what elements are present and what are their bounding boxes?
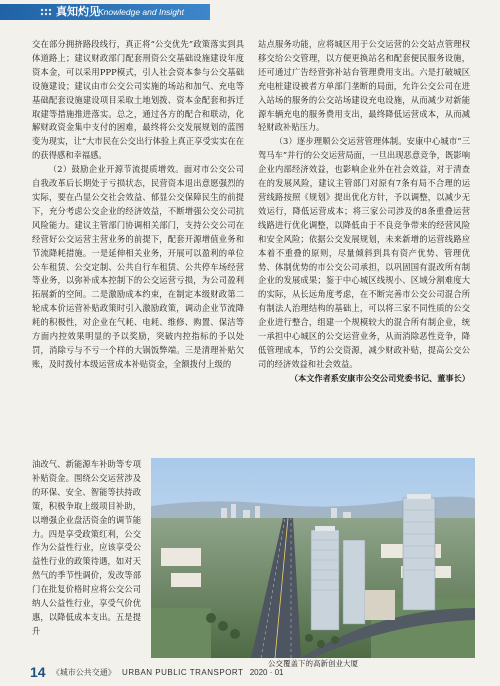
- section-header: [0, 0, 500, 26]
- page-number: 14: [30, 664, 46, 680]
- left-column: [32, 38, 244, 372]
- section-title: 真知灼见: [56, 5, 100, 18]
- city-photo: [151, 458, 475, 658]
- journal-name: 《城市公共交通》: [51, 668, 116, 677]
- city-aerial-image: [151, 458, 475, 658]
- paragraph: （2）鼓励企业开源节流提质增效。面对市公交公司自我改革后长期处于亏损状态，民营资本退出意愿强烈的实际，要在凸显公交社会效益、郁显公交保障民生的前提下，充分考虑公交企业的经济效益，不断增强公交公司抗风险能力。建议主管部门协调相关部门，支持公交公司在经营好公交运营主营业务的前提下，配套开源增值业务和节流降耗措施。一是延伸相关业务，开展可以盈利的单位公车租赁、公交定制、公共自行车租赁、公共停车场经营等业务，以弥补成本控制下的公交运营亏损，为公司盈利拓展新的空间。二是激励成本约束，在制定本级财政第二轮成本价运营补贴政策时引入激励政策，调动企业节流降耗的积极性，对企业在气耗、电耗、维修、购置、保洁等方面内控效果明显的予以奖励，突破内控指标的予以处罚，消除亏与不亏一个样的大锅饭弊端。三是清理补贴欠账，及时拨付本级运营成本补贴资金，全额拨付上级的: [32, 164, 244, 369]
- paragraph: 交在部分拥挤路段线行，真正将“公交优先”政策落实到具体道路上；建议财政部门配套刑资公交基础设施建设年度资本金，可以采用PPP模式，引人社会资本参与公交基础设施建设；建议由市公交公司实施的场站和加气、充电等基础配套设施建设项目采取土地划拨、资本金配套和拆迁取建等措施推进落实。总之，通过各方的配合和联动，化解财政资金集中支付的困难，最终将公交发展规划的蓝图变为现实，让“大市民在公交出行体验上真正享受实实在在的获得感和幸福感。: [32, 39, 244, 161]
- paragraph: 站点服务功能，应将城区用于公交运营的公交站点管理权移交给公交管理，以方便更换站名和配套便民服务设施，还可通过广告经营弥补站台管理费用支出。六是打破城区充电桩建设被者方单部门垄断的局面，允许公交公司在进入站场的服务的公交站场建设充电设施，从而减少对新能源车辆充电的服务费用支出，最终降低运营成本，从而减轻财政补贴压力。: [258, 39, 470, 133]
- dots-icon: [40, 8, 52, 16]
- right-column: [258, 38, 470, 386]
- paragraph: （3）逐步理顺公交运营管理体制。安康中心城市“三驾马车”并行的公交运营局面，一旦出现恶意竞争，既影响企业内部经济效益，也影响企业外在社会效益，对于清查在的发展风险，建议主管部门对原有7条有局不合理的运营线路按照《规划》提出优化方针，予以调整，以减少无效运行，降低运营成本；将三家公司涉及的8条重叠运营线路进行优化调整，以降低由于不良竞争带来的经营风险和安全风险；依据公交发展规划，未来新增的运营线路应本着不重叠的原则，尽量倾斜到具有资产优势、管理优势、体制优势的市公交公司承担，以巩固国有混改所有制企业的发展成果；鉴于中心城区线规小、区域分割难度大的实际，从长远角度考虑，在不断完善市公交公司混合所有制法人治理结构的基础上，可以将三家不同性质的公交企业进行整合，组建一个规模较大的混合所有制企业，统一承担中心城区的公交运营业务，从而消除恶性竞争，降低管理成本，节约公交资源，减少财政补贴，提高公交公司的经济效益和社会效益。: [258, 136, 470, 369]
- left-bottom-column: [32, 458, 141, 639]
- section-subtitle: Knowledge and Insight: [98, 7, 185, 17]
- issue-number: 2020 · 01: [249, 668, 284, 677]
- journal-english-name: URBAN PUBLIC TRANSPORT: [122, 668, 244, 677]
- photo-caption: 公交覆盖下的高新创业大厦: [268, 659, 358, 668]
- paragraph: 油改气、新能源车补助等专项补贴资金。围绕公交运营涉及的环保、安全、智能等扶持政策，积极争取上级项目补助，以增强企业盘活资金的调节能力。四是享受政策红利，公交作为公益性行业，应该享受公益性行业的政策待遇，如对天然气的季节性调价，发改等部门在批复价格时应将公交公司纳人公益性行业，享受气价优惠，以降低成本支出。五是提升: [32, 459, 141, 636]
- author-note: （本文作者系安康市公交公司党委书记、董事长）: [289, 372, 470, 383]
- page-footer: [30, 664, 284, 680]
